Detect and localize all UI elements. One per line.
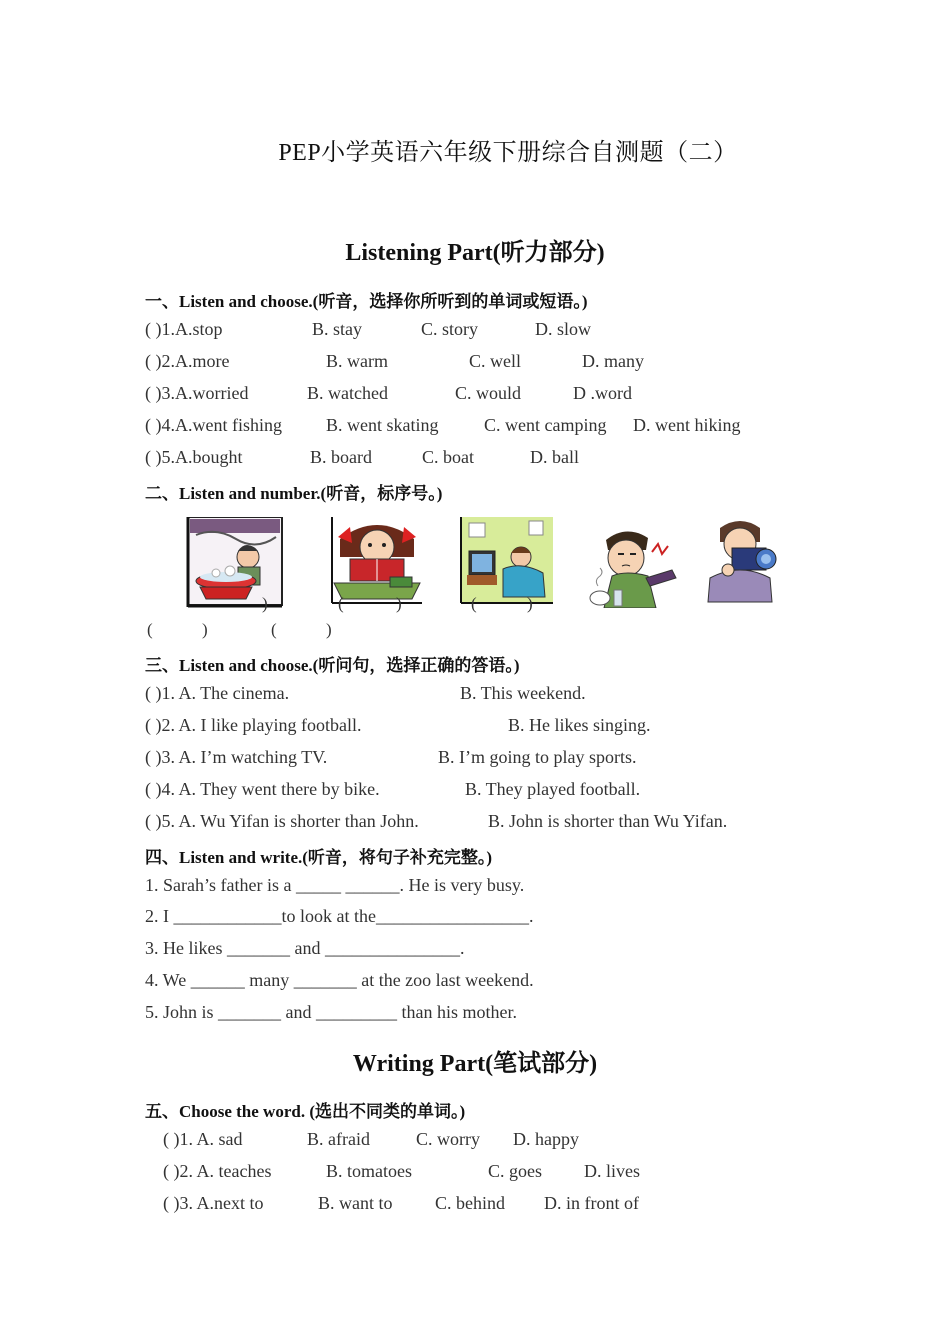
s3-q4-a: ( )4. A. They went there by bike. bbox=[145, 779, 380, 799]
pic1-paren-close: ) bbox=[262, 594, 268, 613]
s1-q5-c: C. boat bbox=[422, 447, 474, 467]
section-4-heading: 四、Listen and write.(听音，将句子补充完整。) bbox=[145, 848, 493, 867]
s4-sentence-5: 5. John is _______ and _________ than his mother. bbox=[145, 1002, 517, 1022]
answer-paren-1-close: ) bbox=[202, 620, 208, 639]
s5-q2-b: B. tomatoes bbox=[326, 1161, 412, 1181]
s5-q3-d: D. in front of bbox=[544, 1193, 639, 1213]
s5-q2-a: ( )2. A. teaches bbox=[163, 1161, 272, 1181]
s1-q1-c: C. story bbox=[421, 319, 479, 339]
s1-q5-b: B. board bbox=[310, 447, 372, 467]
s1-q1-a: ( )1.A.stop bbox=[145, 319, 223, 339]
pic3-paren-close: ) bbox=[527, 594, 533, 613]
s1-q2-a: ( )2.A.more bbox=[145, 351, 230, 371]
pic2-paren-open: ( bbox=[338, 594, 344, 613]
section-1-heading: 一、Listen and choose.(听音，选择你所听到的单词或短语。) bbox=[145, 292, 588, 311]
s1-q3-c: C. would bbox=[455, 383, 522, 403]
answer-paren-1-open: ( bbox=[147, 620, 153, 639]
s3-q5-b: B. John is shorter than Wu Yifan. bbox=[488, 811, 728, 831]
s5-q2-d: D. lives bbox=[584, 1161, 640, 1181]
s3-q1-b: B. This weekend. bbox=[460, 683, 586, 703]
s5-q2-c: C. goes bbox=[488, 1161, 542, 1181]
s1-q3-b: B. watched bbox=[307, 383, 388, 403]
pic2-paren-close: ) bbox=[396, 594, 402, 613]
s1-q2-b: B. warm bbox=[326, 351, 388, 371]
s1-q5-a: ( )5.A.bought bbox=[145, 447, 243, 467]
s3-q3-b: B. I’m going to play sports. bbox=[438, 747, 637, 767]
pic3-paren-open: ( bbox=[471, 594, 477, 613]
s1-q4-b: B. went skating bbox=[326, 415, 439, 435]
s4-sentence-4: 4. We ______ many _______ at the zoo last weekend. bbox=[145, 970, 534, 990]
s1-q4-d: D. went hiking bbox=[633, 415, 741, 435]
s5-q1-a: ( )1. A. sad bbox=[163, 1129, 243, 1149]
s1-q2-c: C. well bbox=[469, 351, 521, 371]
s1-q5-d: D. ball bbox=[530, 447, 579, 467]
s4-sentence-3: 3. He likes _______ and _______________. bbox=[145, 938, 465, 958]
s5-q3-c: C. behind bbox=[435, 1193, 505, 1213]
listening-part-heading: Listening Part(听力部分) bbox=[345, 240, 605, 266]
writing-part-heading: Writing Part(笔试部分) bbox=[352, 1051, 598, 1077]
answer-paren-2-close: ) bbox=[326, 620, 332, 639]
picture-drinking-tea bbox=[586, 520, 680, 608]
document-title: PEP小学英语六年级下册综合自测题（二） bbox=[278, 140, 738, 166]
s4-sentence-2: 2. I ____________to look at the_________________. bbox=[145, 906, 534, 926]
picture-taking-pictures bbox=[706, 518, 780, 604]
answer-paren-2-open: ( bbox=[271, 620, 277, 639]
s3-q1-a: ( )1. A. The cinema. bbox=[145, 683, 290, 703]
picture-washing-clothes bbox=[186, 517, 284, 609]
picture-reading-book bbox=[330, 517, 424, 607]
s1-q3-d: D .word bbox=[573, 383, 632, 403]
s1-q1-d: D. slow bbox=[535, 319, 592, 339]
s3-q5-a: ( )5. A. Wu Yifan is shorter than John. bbox=[145, 811, 419, 831]
s5-q1-c: C. worry bbox=[416, 1129, 480, 1149]
section-3-heading: 三、Listen and choose.(听问句，选择正确的答语。) bbox=[145, 656, 520, 675]
s5-q3-b: B. want to bbox=[318, 1193, 393, 1213]
s1-q2-d: D. many bbox=[582, 351, 644, 371]
s5-q1-d: D. happy bbox=[513, 1129, 579, 1149]
s3-q3-a: ( )3. A. I’m watching TV. bbox=[145, 747, 328, 767]
s4-sentence-1: 1. Sarah’s father is a _____ ______. He is very busy. bbox=[145, 875, 525, 895]
section-5-heading: 五、Choose the word. (选出不同类的单词。) bbox=[145, 1102, 466, 1121]
s3-q4-b: B. They played football. bbox=[465, 779, 641, 799]
s1-q4-a: ( )4.A.went fishing bbox=[145, 415, 282, 435]
s1-q4-c: C. went camping bbox=[484, 415, 607, 435]
s5-q1-b: B. afraid bbox=[307, 1129, 370, 1149]
section-2-heading: 二、Listen and number.(听音，标序号。) bbox=[145, 484, 443, 503]
s3-q2-a: ( )2. A. I like playing football. bbox=[145, 715, 362, 735]
s3-q2-b: B. He likes singing. bbox=[508, 715, 651, 735]
s1-q3-a: ( )3.A.worried bbox=[145, 383, 249, 403]
s5-q3-a: ( )3. A.next to bbox=[163, 1193, 264, 1213]
s1-q1-b: B. stay bbox=[312, 319, 363, 339]
